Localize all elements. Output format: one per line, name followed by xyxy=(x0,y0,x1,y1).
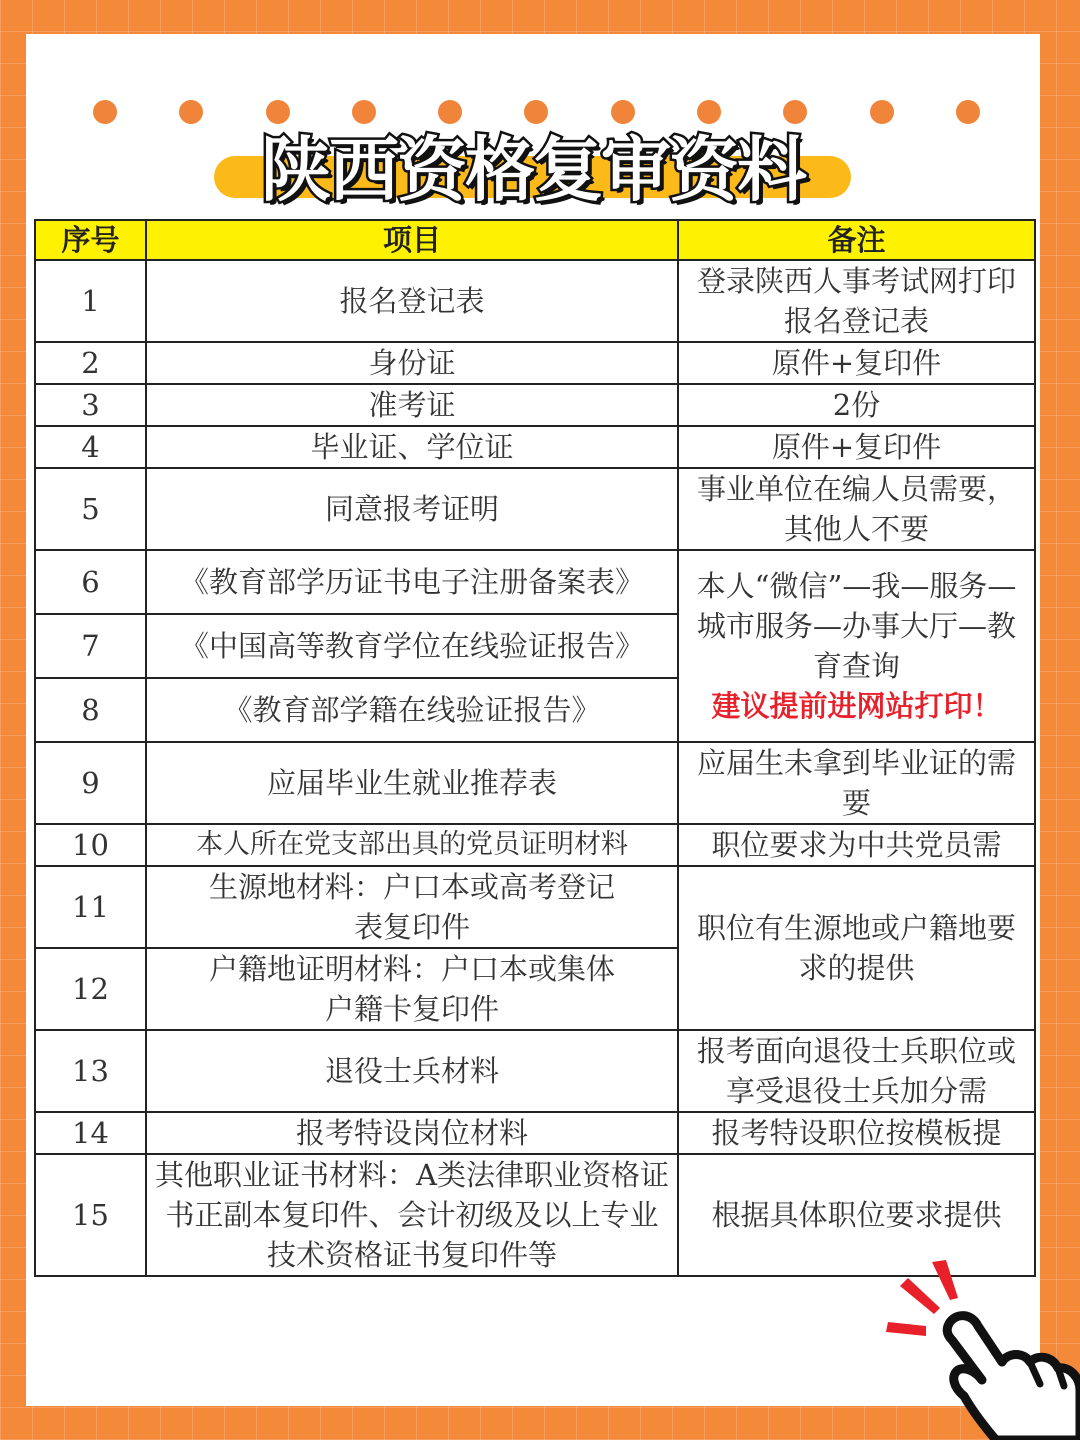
document-table xyxy=(34,219,1036,1277)
row-number: 3 xyxy=(35,384,146,426)
row-note: 事业单位在编人员需要，其他人不要 xyxy=(678,468,1035,550)
row-number: 11 xyxy=(35,866,146,948)
row-note: 报考特设职位按模板提 xyxy=(678,1112,1035,1154)
row-item: 《中国高等教育学位在线验证报告》 xyxy=(146,614,678,678)
table-row xyxy=(35,260,1035,342)
row-note: 原件+复印件 xyxy=(678,342,1035,384)
row-number: 1 xyxy=(35,260,146,342)
table-row xyxy=(35,550,1035,614)
row-item: 《教育部学历证书电子注册备案表》 xyxy=(146,550,678,614)
row-item: 身份证 xyxy=(146,342,678,384)
table-row xyxy=(35,384,1035,426)
row-number: 14 xyxy=(35,1112,146,1154)
row-note: 报考面向退役士兵职位或享受退役士兵加分需 xyxy=(678,1030,1035,1112)
table-row xyxy=(35,426,1035,468)
row-number: 9 xyxy=(35,742,146,824)
row-item: 报考特设岗位材料 xyxy=(146,1112,678,1154)
table-row xyxy=(35,1030,1035,1112)
row-item: 户籍地证明材料：户口本或集体户籍卡复印件 xyxy=(146,948,678,1030)
merged-note-cell: 职位有生源地或户籍地要求的提供 xyxy=(678,866,1035,1030)
pointing-hand-icon xyxy=(880,1250,1080,1440)
row-item: 其他职业证书材料：A类法律职业资格证书正副本复印件、会计初级及以上专业技术资格证书复印件等 xyxy=(146,1154,678,1276)
merged-note-highlight: 建议提前进网站打印！ xyxy=(711,689,1002,723)
row-note: 2份 xyxy=(678,384,1035,426)
merged-note-wechat: 本人“微信”—我—服务—城市服务—办事大厅—教育查询 xyxy=(696,569,1017,683)
page-title: 陕西资格复审资料 xyxy=(261,129,805,211)
row-note: 登录陕西人事考试网打印报名登记表 xyxy=(678,260,1035,342)
row-number: 13 xyxy=(35,1030,146,1112)
row-number: 7 xyxy=(35,614,146,678)
paper-card xyxy=(26,34,1040,1406)
table-row xyxy=(35,342,1035,384)
merged-note-cell xyxy=(678,550,1035,742)
row-number: 10 xyxy=(35,824,146,866)
row-number: 5 xyxy=(35,468,146,550)
row-number: 4 xyxy=(35,426,146,468)
row-item: 本人所在党支部出具的党员证明材料 xyxy=(146,824,678,866)
header-item: 项目 xyxy=(146,220,678,260)
row-item: 报名登记表 xyxy=(146,260,678,342)
row-note: 原件+复印件 xyxy=(678,426,1035,468)
row-item: 同意报考证明 xyxy=(146,468,678,550)
table-row xyxy=(35,824,1035,866)
header-no: 序号 xyxy=(35,220,146,260)
table-header-row xyxy=(35,220,1035,260)
row-item: 应届毕业生就业推荐表 xyxy=(146,742,678,824)
row-number: 8 xyxy=(35,678,146,742)
row-item: 毕业证、学位证 xyxy=(146,426,678,468)
header-note: 备注 xyxy=(678,220,1035,260)
table-row xyxy=(35,1112,1035,1154)
table-row xyxy=(35,866,1035,948)
row-item: 准考证 xyxy=(146,384,678,426)
row-number: 15 xyxy=(35,1154,146,1276)
row-item: 生源地材料：户口本或高考登记表复印件 xyxy=(146,866,678,948)
decorative-dots xyxy=(26,34,1040,35)
row-item: 退役士兵材料 xyxy=(146,1030,678,1112)
row-note: 职位要求为中共党员需 xyxy=(678,824,1035,866)
row-number: 12 xyxy=(35,948,146,1030)
row-item: 《教育部学籍在线验证报告》 xyxy=(146,678,678,742)
row-note: 根据具体职位要求提供 xyxy=(678,1154,1035,1276)
row-number: 6 xyxy=(35,550,146,614)
row-note: 应届生未拿到毕业证的需要 xyxy=(678,742,1035,824)
row-number: 2 xyxy=(35,342,146,384)
table-row xyxy=(35,468,1035,550)
table-row xyxy=(35,742,1035,824)
